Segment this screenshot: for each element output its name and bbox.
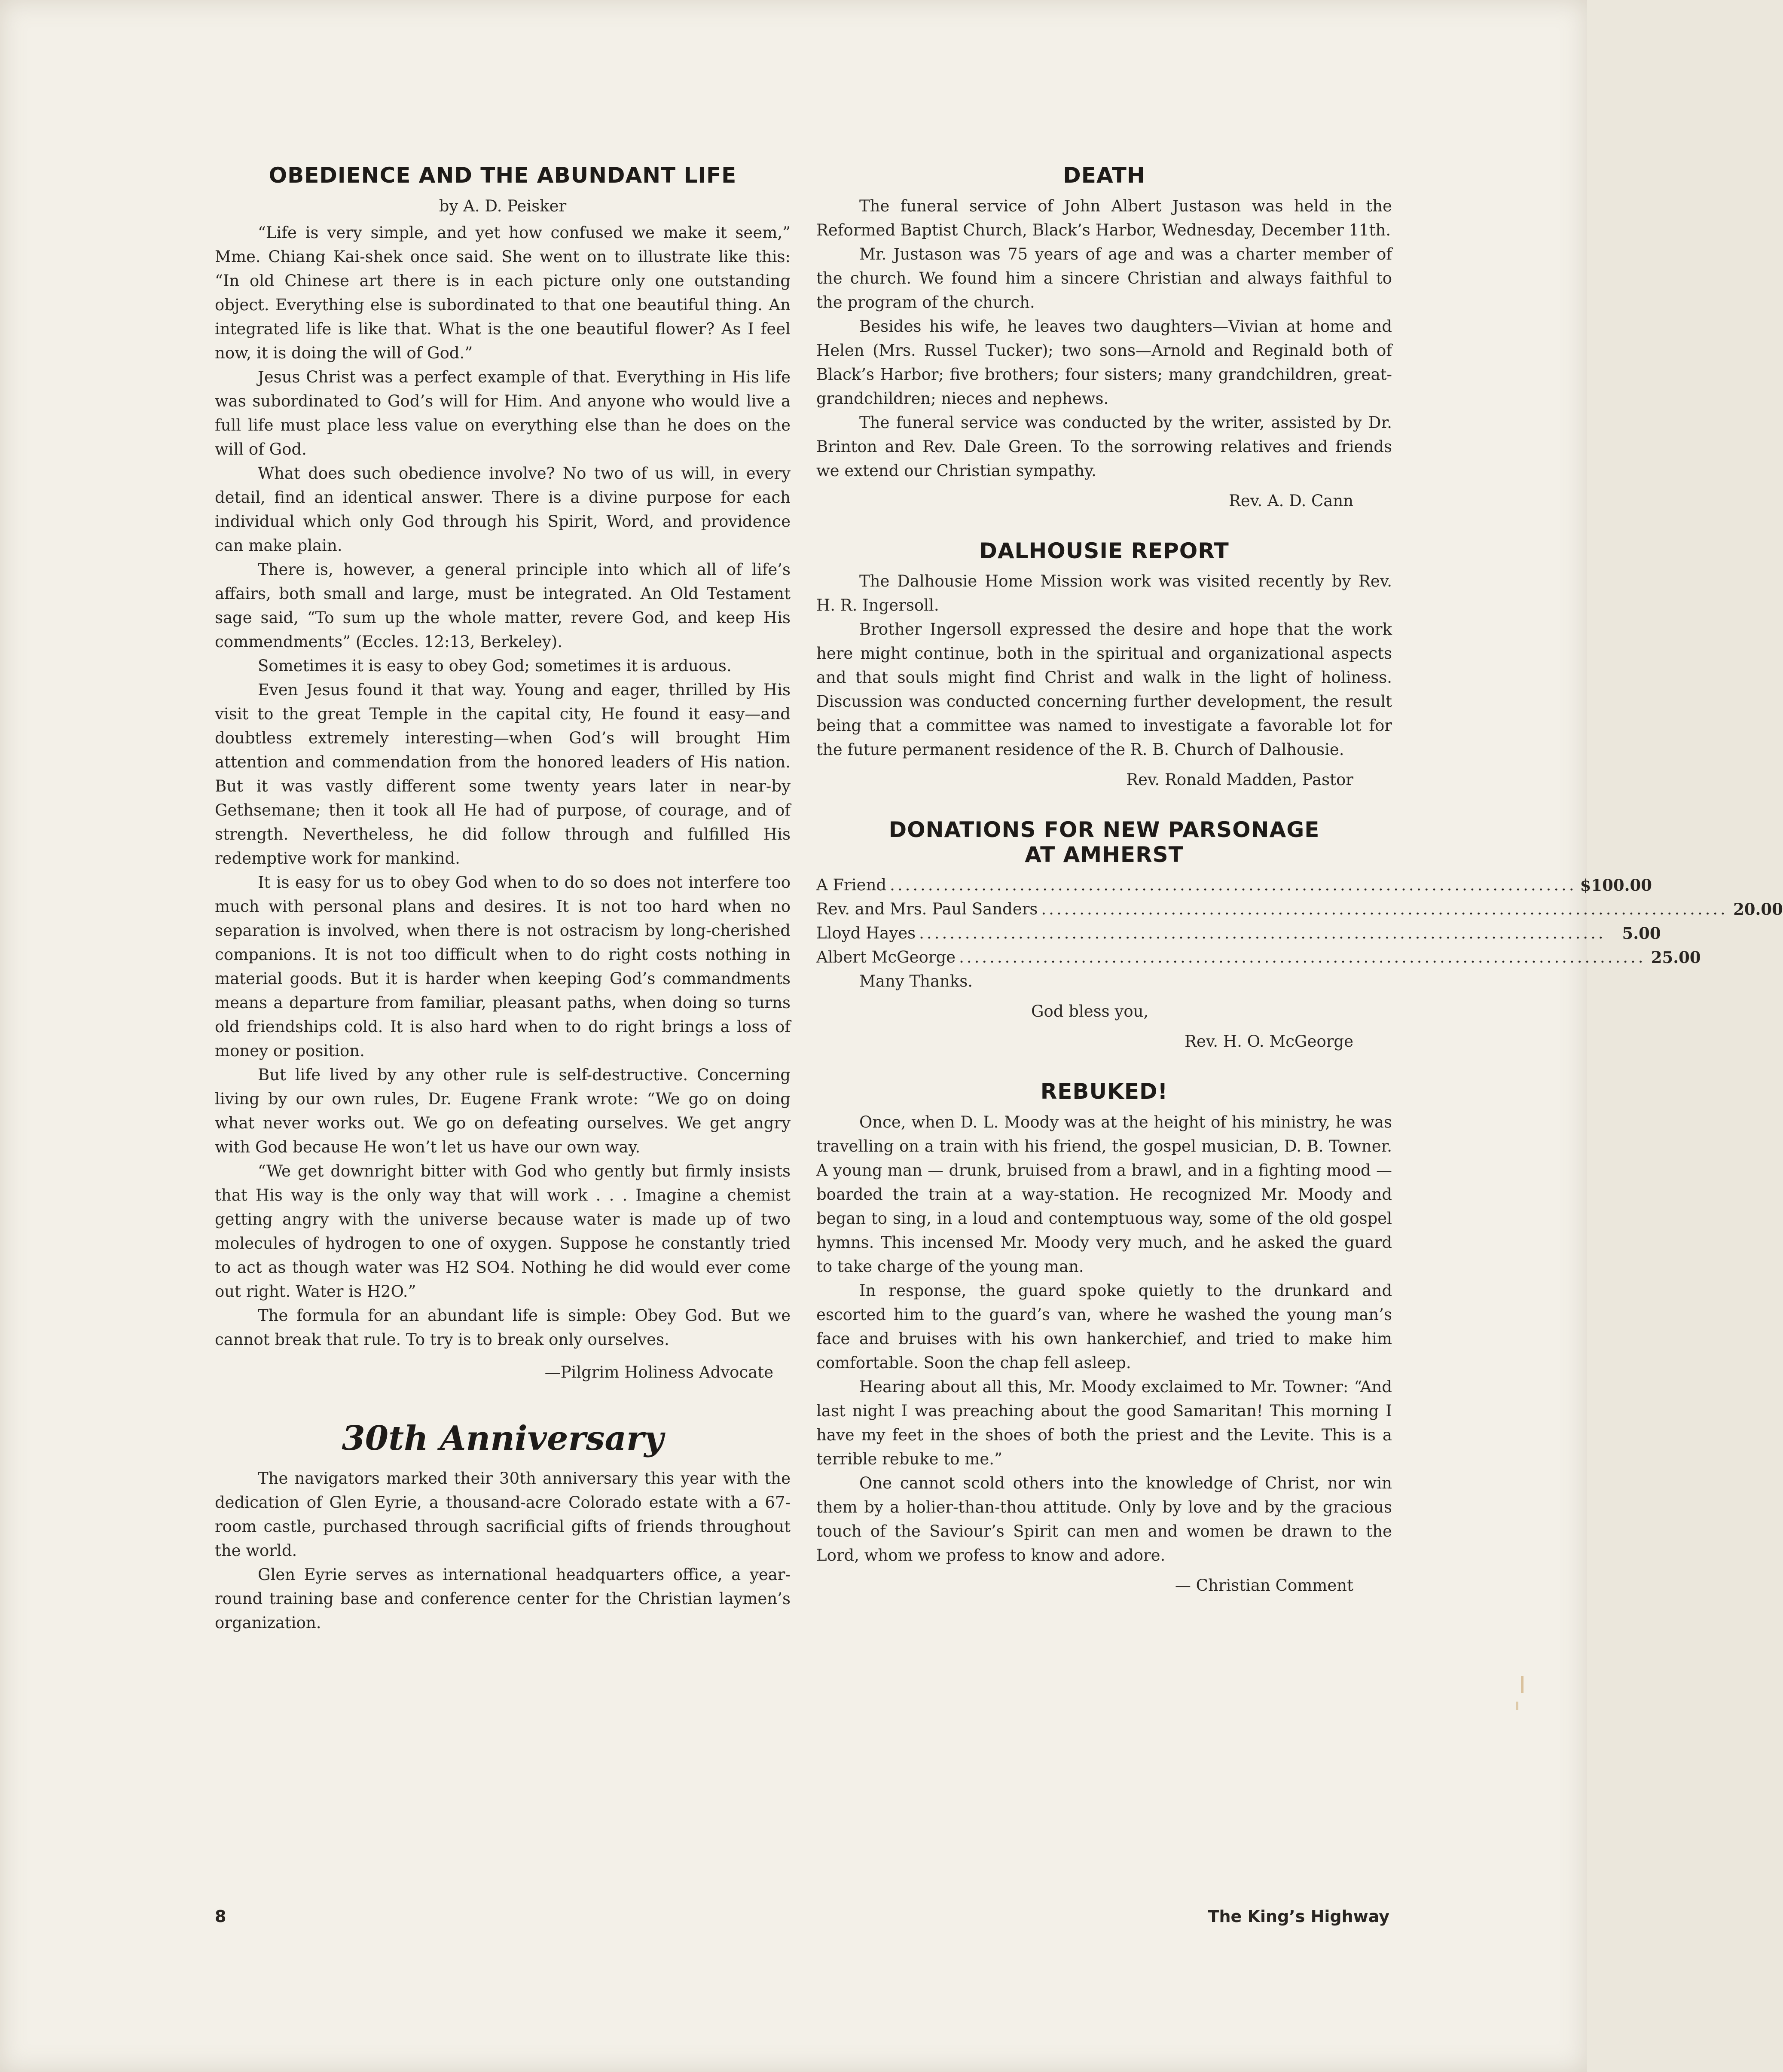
anniversary-paragraph: The navigators marked their 30th anniversary this year with the dedication of Glen Eyrie, a thousand-acre Colorado estate with a 67-room castle, purchased through sacrificial gifts of friends throughout the world. bbox=[215, 1469, 791, 1560]
obedience-paragraph: “Life is very simple, and yet how confused we make it seem,” Mme. Chiang Kai-shek once said. She went on to illustrate like this: “In old Chinese art there is in each picture only one outstanding object. Everything else is subordinated to that one beautiful thing. An integrated life is like that. What is the one beautiful flower? As I feel now, it is doing the will of God.” bbox=[215, 223, 791, 362]
donation-row: Rev. and Mrs. Paul Sanders .......................................................................................... 20.00 bbox=[816, 897, 1392, 921]
donation-amount: 25.00 bbox=[1651, 948, 1701, 967]
donation-row: Albert McGeorge .......................................................................................... 25.00 bbox=[816, 945, 1392, 969]
donor-name: Albert McGeorge bbox=[816, 948, 956, 966]
paper-mark bbox=[1516, 1702, 1518, 1710]
obedience-paragraph: Sometimes it is easy to obey God; sometimes it is arduous. bbox=[258, 656, 732, 675]
obedience-paragraph: The formula for an abundant life is simple: Obey God. But we cannot break that rule. To try is to break only ourselves. bbox=[215, 1306, 791, 1349]
rebuked-paragraph: Hearing about all this, Mr. Moody exclaimed to Mr. Towner: “And last night I was preaching about the good Samaritan! This morning I have my feet in the shoes of both the priest and the Levite. This is a terrible rebuke to me.” bbox=[816, 1377, 1392, 1468]
obedience-paragraph: But life lived by any other rule is self-destructive. Concerning living by our own rules, Dr. Eugene Frank wrote: “We go on doing what never works out. We go on defeating ourselves. We get angry with God because He won’t let us have our own way. bbox=[215, 1065, 791, 1156]
obedience-title: OBEDIENCE AND THE ABUNDANT LIFE bbox=[269, 163, 737, 188]
donations-title-line1: DONATIONS FOR NEW PARSONAGE bbox=[888, 817, 1320, 842]
death-paragraph: Besides his wife, he leaves two daughters—Vivian at home and Helen (Mrs. Russel Tucker); two sons—Arnold and Reginald both of Black’s Harbor; five brothers; four sisters; many grandchildren, great-grandchildren; nieces and nephews. bbox=[816, 317, 1392, 408]
death-paragraph: The funeral service was conducted by the writer, assisted by Dr. Brinton and Rev. Dale Green. To the sorrowing relatives and friends we extend our Christian sympathy. bbox=[816, 413, 1392, 480]
donation-row: Lloyd Hayes .......................................................................................... 5.00 bbox=[816, 921, 1392, 945]
dalhousie-title: DALHOUSIE REPORT bbox=[979, 538, 1229, 563]
obedience-source: —Pilgrim Holiness Advocate bbox=[544, 1363, 773, 1381]
publication-footer: The King’s Highway bbox=[1208, 1907, 1389, 1926]
death-paragraph: The funeral service of John Albert Justason was held in the Reformed Baptist Church, Black’s Harbor, Wednesday, December 11th. bbox=[816, 196, 1392, 239]
obedience-paragraph: Jesus Christ was a perfect example of that. Everything in His life was subordinated to God’s will for Him. And anyone who would live a full life must place less value on everything else than he does on the will of God. bbox=[215, 367, 791, 458]
donation-amount: $100.00 bbox=[1580, 876, 1652, 895]
rebuked-title: REBUKED! bbox=[1040, 1079, 1168, 1104]
paper-mark bbox=[1521, 1676, 1523, 1693]
donation-row: A Friend .......................................................................................... $100.00 bbox=[816, 873, 1392, 897]
page-number: 8 bbox=[215, 1907, 226, 1926]
obedience-paragraph: It is easy for us to obey God when to do so does not interfere too much with personal plans and desires. It is not too hard when no separation is involved, when there is not ostracism by long-cherished companions. It is not too difficult when to do right costs nothing in material goods. But it is harder when keeping God’s commandments means a departure from familiar, pleasant paths, when doing so turns old friendships cold. It is also hard when to do right brings a loss of money or position. bbox=[215, 873, 791, 1060]
dalhousie-signature: Rev. Ronald Madden, Pastor bbox=[1126, 770, 1353, 789]
donor-name: Rev. and Mrs. Paul Sanders bbox=[816, 900, 1038, 918]
rebuked-paragraph: In response, the guard spoke quietly to the drunkard and escorted him to the guard’s van, where he washed the young man’s face and bruises with his own hankerchief, and tried to make him comfortable. Soon the chap fell asleep. bbox=[816, 1281, 1392, 1372]
donations-signature: Rev. H. O. McGeorge bbox=[1185, 1032, 1353, 1051]
donations-thanks: Many Thanks. bbox=[859, 972, 973, 990]
obedience-paragraph: Even Jesus found it that way. Young and eager, thrilled by His visit to the great Temple in the capital city, He found it easy—and doubtless extremely interesting—when God’s will brought Him attention and commendation from the honored leaders of His nation. But it was vastly different some twenty years later in near-by Gethsemane; then it took all He had of purpose, of courage, and of strength. Nevertheless, he did follow through and fulfilled His redemptive work for mankind. bbox=[215, 680, 791, 868]
death-paragraph: Mr. Justason was 75 years of age and was a charter member of the church. We found him a sincere Christian and always faithful to the program of the church. bbox=[816, 244, 1392, 312]
donations-title-line2: AT AMHERST bbox=[1025, 842, 1184, 867]
obedience-paragraph: There is, however, a general principle into which all of life’s affairs, both small and large, must be integrated. An Old Testament sage said, “To sum up the whole matter, revere God, and keep His commendments” (Eccles. 12:13, Berkeley). bbox=[215, 560, 791, 651]
death-signature: Rev. A. D. Cann bbox=[1229, 491, 1353, 510]
obedience-paragraph: What does such obedience involve? No two of us will, in every detail, find an identical answer. There is a divine purpose for each individual which only God through his Spirit, Word, and providence can make plain. bbox=[215, 464, 791, 555]
donor-name: Lloyd Hayes bbox=[816, 924, 916, 942]
donations-bless: God bless you, bbox=[1031, 1002, 1149, 1021]
donation-amount: 5.00 bbox=[1622, 924, 1661, 943]
obedience-paragraph: “We get downright bitter with God who gently but firmly insists that His way is the only way that will work . . . Imagine a chemist getting angry with the universe because water is made up of two molecules of hydrogen to one of oxygen. Suppose he constantly tried to act as though water was H2 SO4. Nothing he did would ever come out right. Water is H2O.” bbox=[215, 1161, 791, 1301]
rebuked-paragraph: One cannot scold others into the knowledge of Christ, nor win them by a holier-than-thou attitude. Only by love and by the gracious touch of the Saviour’s Spirit can men and women be drawn to the Lord, whom we profess to know and adore. bbox=[816, 1473, 1392, 1565]
dalhousie-paragraph: The Dalhousie Home Mission work was visited recently by Rev. H. R. Ingersoll. bbox=[816, 572, 1392, 614]
anniversary-title: 30th Anniversary bbox=[342, 1418, 664, 1458]
death-title: DEATH bbox=[1063, 163, 1145, 188]
donor-name: A Friend bbox=[816, 876, 887, 894]
rebuked-paragraph: Once, when D. L. Moody was at the height of his ministry, he was travelling on a train with his friend, the gospel musician, D. B. Towner. A young man — drunk, bruised from a brawl, and in a fighting mood — boarded the train at a way-station. He recognized Mr. Moody and began to sing, in a loud and contemptuous way, some of the old gospel hymns. This incensed Mr. Moody very much, and he asked the guard to take charge of the young man. bbox=[816, 1112, 1392, 1276]
donation-amount: 20.00 bbox=[1733, 900, 1783, 919]
dalhousie-paragraph: Brother Ingersoll expressed the desire and hope that the work here might continue, both in the spiritual and organizational aspects and that souls might find Christ and walk in the light of holiness. Discussion was conducted concerning further development, the result being that a committee was named to investigate a favorable lot for the future permanent residence of the R. B. Church of Dalhousie. bbox=[816, 620, 1392, 759]
rebuked-source: — Christian Comment bbox=[1175, 1576, 1353, 1595]
left-column bbox=[215, 163, 791, 1635]
obedience-byline: by A. D. Peisker bbox=[439, 196, 567, 215]
anniversary-paragraph: Glen Eyrie serves as international headquarters office, a year-round training base and conference center for the Christian laymen’s organization. bbox=[215, 1565, 791, 1632]
donations-title bbox=[816, 818, 1392, 867]
right-column bbox=[816, 163, 1783, 1598]
